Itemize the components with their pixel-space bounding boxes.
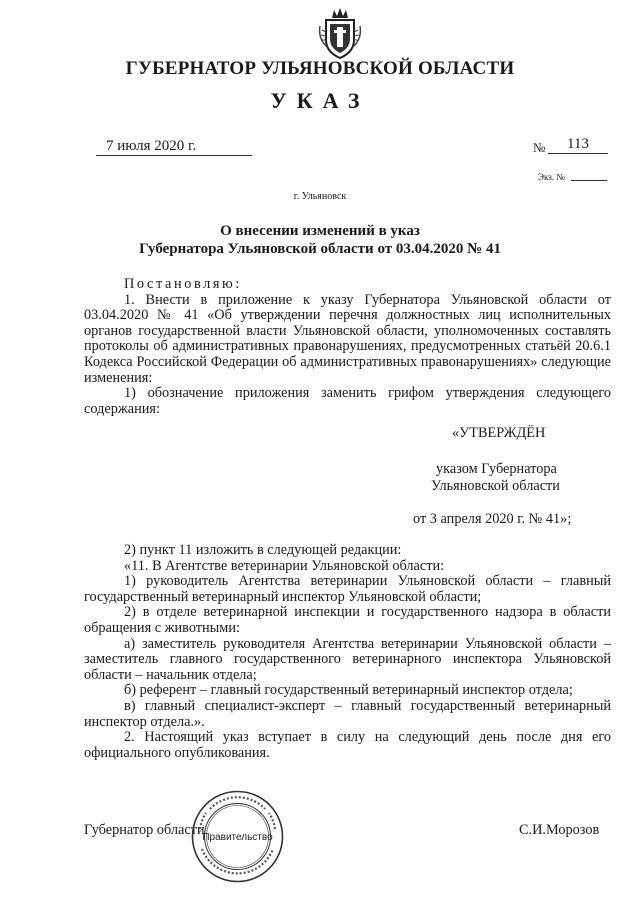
decree-subject [0, 222, 640, 258]
decree-word: Постановляю: [124, 276, 242, 292]
signatory-name: С.И.Морозов [519, 822, 600, 838]
city: г. Ульяновск [293, 191, 347, 202]
clause-1-item-2: 2) пункт 11 изложить в следующей редакции: [124, 542, 402, 558]
approval-grif-line-2: указом Губернатора [436, 461, 557, 477]
item-11-sub-2b: б) референт – главный государственный ветеринарный инспектор отдела; [124, 682, 573, 699]
item-11-sub-1: 1) руководитель Агентства ветеринарии Ульяновской области – главный государственный ветеринарный инспектор Ульяновской области; [84, 573, 611, 605]
signatory-position: Губернатор области [84, 822, 205, 838]
item-11-sub-2a: а) заместитель руководителя Агентства ветеринарии Ульяновской области – заместитель главного государственного ветеринарного инспектора Ульяновской области – начальник отдела; [84, 635, 611, 683]
subject-line-1: О внесении изменений в указ [220, 223, 420, 239]
seal-text: Правительство [202, 832, 273, 843]
clause-1: 1. Внести в приложение к указу Губернатора Ульяновской области от 03.04.2020 № 41 «Об утверждении перечня должностных лиц исполнительных органов государственной власти Ульяновской области, уполномоченных составлять протоколы об административных правонарушениях, предусмотренных статьёй 20.6.1 Кодекса Российской Федерации об административных правонарушениях» следующие изменения: [84, 291, 611, 386]
document-type: УКАЗ [270, 88, 370, 113]
decree-number: 113 [548, 136, 608, 154]
number-label: № [533, 140, 546, 155]
clause-2: 2. Настоящий указ вступает в силу на следующий день после дня его официального опубликования. [84, 729, 611, 761]
approval-grif-line-3: Ульяновской области [431, 478, 560, 494]
subject-line-2: Губернатора Ульяновской области от 03.04.2020 № 41 [139, 241, 501, 257]
approval-grif-line-1: «УТВЕРЖДЁН [452, 425, 546, 441]
coat-of-arms-icon [316, 6, 364, 60]
decree-body-part-1 [84, 277, 611, 417]
copy-number-label: Экз. № [538, 172, 565, 182]
decree-date: 7 июля 2020 г. [96, 138, 252, 156]
decree-body-part-2 [84, 543, 611, 761]
clause-1-item-1: 1) обозначение приложения заменить грифом утверждения следующего содержания: [84, 385, 611, 417]
copy-number-line [571, 180, 607, 181]
item-11-sub-2: 2) в отделе ветеринарной инспекции и государственного надзора в области обращения с животными: [84, 604, 611, 636]
item-11-sub-2c: в) главный специалист-эксперт – главный государственный ветеринарный инспектор отдела.». [84, 697, 611, 730]
official-seal-stamp [190, 789, 285, 884]
item-11-heading: «11. В Агентстве ветеринарии Ульяновской области: [124, 557, 445, 574]
issuing-authority: ГУБЕРНАТОР УЛЬЯНОВСКОЙ ОБЛАСТИ [125, 58, 515, 79]
approval-grif-line-4: от 3 апреля 2020 г. № 41»; [413, 511, 572, 527]
